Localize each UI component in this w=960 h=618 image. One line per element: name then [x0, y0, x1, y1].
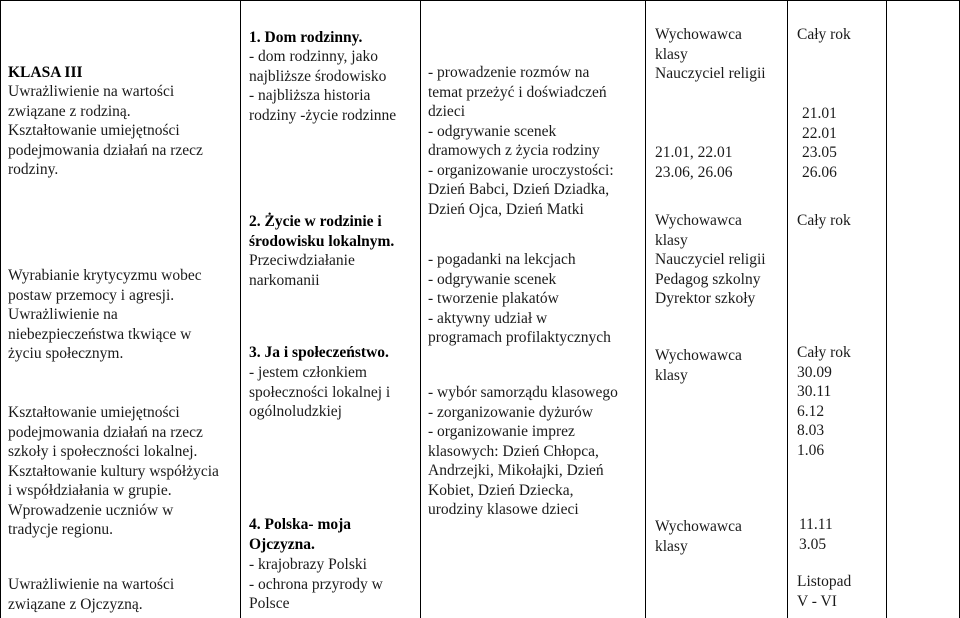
- goal-violence: Wyrabianie krytycyzmu wobec postaw przemocy i agresji. Uwrażliwienie na niebezpieczeństwa tkwiące w życiu społecznym.: [8, 267, 202, 362]
- topic-1-desc: - dom rodzinny, jako najbliższe środowisko - najbliższa historia rodziny -życie rodzinne: [249, 48, 397, 124]
- responsible-family-dates: 21.01, 22.01 23.06, 26.06: [655, 144, 733, 181]
- responsible-column: [646, 0, 787, 618]
- column-divider: [886, 0, 887, 618]
- responsible-prevention: Wychowawca klasy Nauczyciel religii Pedagog szkolny Dyrektor szkoły: [655, 212, 766, 307]
- methods-family: - prowadzenie rozmów na temat przeżyć i doświadczeń dzieci - odgrywanie scenek dramowych z życia rodziny - organizowanie uroczystości: Dzień Babci, Dzień Dziadka, Dzień Ojca, Dzień Matki: [428, 64, 614, 218]
- methods-class-events: - wybór samorządu klasowego - zorganizowanie dyżurów - organizowanie imprez klasowych: Dzień Chłopca, Andrzejki, Mikołajki, Dzień Kobiet, Dzień Dziecka, urodziny klasowe dzieci: [428, 384, 618, 518]
- date-family-list: 21.01 22.01 23.05 26.06: [802, 105, 837, 181]
- goal-community: Kształtowanie umiejętności podejmowania działań na rzecz szkoły i społeczności lokalnej. Kształtowanie kultury współżycia i współdziałania w grupie. Wprowadzenie uczniów w tradycje regionu.: [8, 404, 219, 538]
- topic-4-desc: - krajobrazy Polski - ochrona przyrody w Polsce: [249, 556, 383, 612]
- methods-prevention: - pogadanki na lekcjach - odgrywanie scenek - tworzenie plakatów - aktywny udział w programach profilaktycznych: [428, 251, 611, 346]
- goal-family: Uwrażliwienie na wartości związane z rodziną. Kształtowanie umiejętności podejmowania działań na rzecz rodziny.: [8, 83, 203, 178]
- goals-column: [1, 0, 249, 618]
- date-prevention: Cały rok: [797, 212, 851, 229]
- topic-3-desc: - jestem członkiem społeczności lokalnej i ogólnoludzkiej: [249, 364, 391, 420]
- topic-3-title: 3. Ja i społeczeństwo.: [249, 344, 389, 361]
- topic-2-desc: Przeciwdziałanie narkomanii: [249, 252, 355, 289]
- date-family: Cały rok: [797, 26, 851, 43]
- methods-column: [421, 0, 645, 618]
- topic-4-title: 4. Polska- moja Ojczyzna.: [249, 516, 352, 553]
- date-homeland: 11.11 3.05: [799, 516, 833, 553]
- date-community: Cały rok 30.09 30.11 6.12 8.03 1.06: [797, 344, 851, 459]
- responsible-homeland: Wychowawca klasy: [655, 518, 742, 555]
- dates-column: [788, 0, 886, 618]
- responsible-community: Wychowawca klasy: [655, 347, 742, 384]
- topic-1-title: 1. Dom rodzinny.: [249, 29, 363, 46]
- topic-2-title: 2. Życie w rodzinie i środowisku lokalnym.: [249, 213, 395, 250]
- goal-homeland: Uwrażliwienie na wartości związane z Ojczyzną.: [8, 576, 175, 613]
- class-heading: KLASA III: [8, 64, 83, 81]
- topics-column: [241, 0, 420, 618]
- date-homeland-months: Listopad V - VI: [797, 573, 852, 610]
- responsible-family: Wychowawca klasy Nauczyciel religii: [655, 26, 766, 82]
